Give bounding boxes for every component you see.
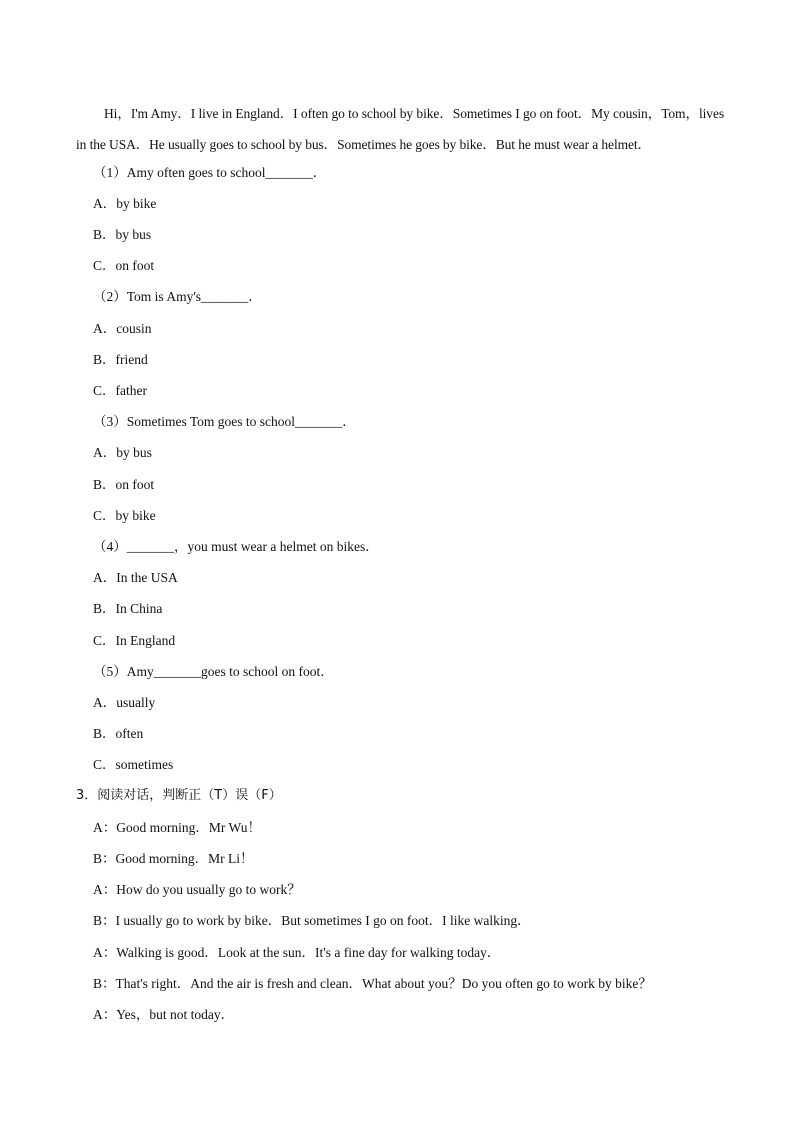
question-1-option-a: A．by bike [93,196,157,211]
question-2-stem: （2）Tom is Amy's_______． [93,289,262,304]
dialogue-line-4: B：I usually go to work by bike．But sometimes I go on foot．I like walking． [93,913,531,928]
question-1-option-b: B．by bus [93,227,152,242]
question-5-option-b: B．often [93,726,144,741]
question-4-option-a: A．In the USA [93,570,178,585]
dialogue-line-3: A：How do you usually go to work？ [93,882,301,897]
section-3-heading: 3．阅读对话，判断正（T）误（F） [76,788,282,803]
question-4-option-c: C．In England [93,633,176,648]
question-3-option-a: A．by bus [93,445,152,460]
dialogue-line-5: A：Walking is good．Look at the sun．It's a fine day for walking today． [93,945,501,960]
question-3-option-b: B．on foot [93,477,155,492]
dialogue-line-6: B：That's right．And the air is fresh and clean．What about you？Do you often go to work by bike？ [93,976,652,991]
question-4-stem: （4）_______，you must wear a helmet on bikes． [93,539,379,554]
question-2-option-b: B．friend [93,352,148,367]
dialogue-line-7: A：Yes，but not today． [93,1007,235,1022]
question-4-option-b: B．In China [93,601,163,616]
question-5-stem: （5）Amy_______goes to school on foot． [93,664,334,679]
question-3-option-c: C．by bike [93,508,156,523]
question-5-option-a: A．usually [93,695,156,710]
question-2-option-a: A．cousin [93,321,152,336]
dialogue-line-2: B：Good morning．Mr Li！ [93,851,254,866]
question-3-stem: （3）Sometimes Tom goes to school_______． [93,414,356,429]
question-1-option-c: C．on foot [93,258,155,273]
question-1-stem: （1）Amy often goes to school_______． [93,165,327,180]
dialogue-line-1: A：Good morning．Mr Wu！ [93,820,261,835]
question-2-option-c: C．father [93,383,147,398]
reading-passage: Hi，I'm Amy．I live in England．I often go to school by bike．Sometimes I go on foot．My cousin，Tom，lives in the USA．He usually goes to school by bus．Sometimes he goes by bike．But he must wear a helmet． [76,106,724,152]
question-5-option-c: C．sometimes [93,757,174,772]
